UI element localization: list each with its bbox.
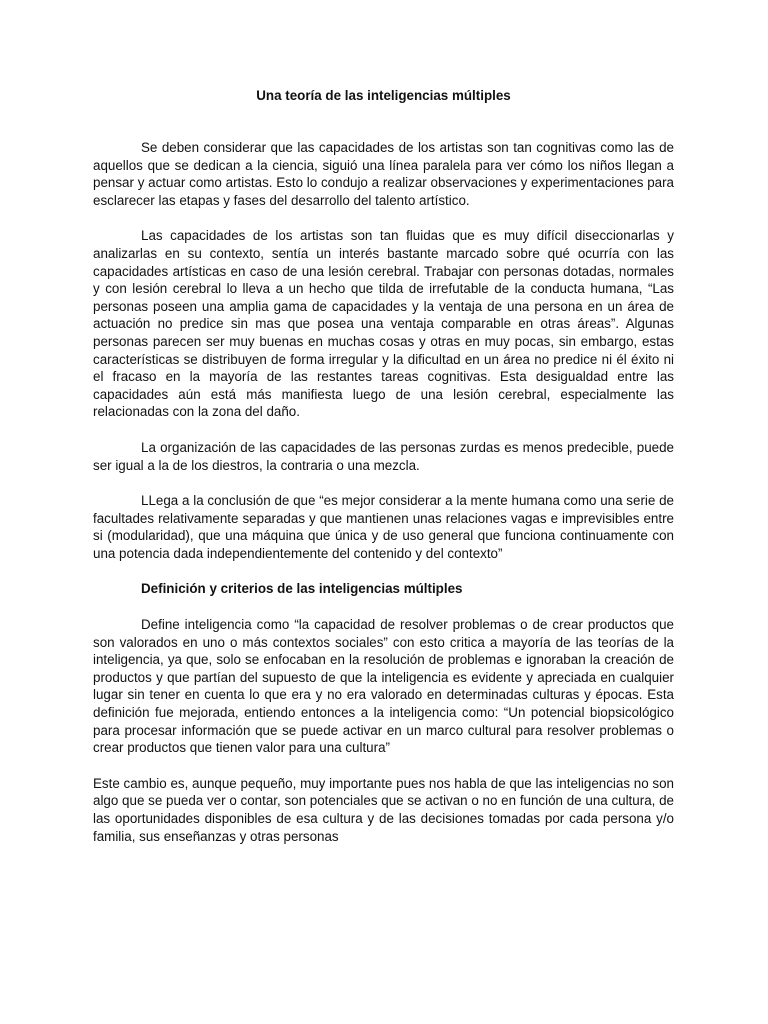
paragraph: Las capacidades de los artistas son tan fluidas que es muy difícil diseccionarlas y analizarlas en su contexto, sentía un interés bastante marcado sobre qué ocurría con las capacidades artísticas en caso de una lesión cerebral. Trabajar con personas dotadas, normales y con lesión cerebral lo lleva a un hecho que tilda de irrefutable de la conducta humana, “Las personas poseen una amplia gama de capacidades y la ventaja de una persona en un área de actuación no predice sin mas que posea una ventaja comparable en otras áreas”. Algunas personas parecen ser muy buenas en muchas cosas y otras en muy pocas, sin embargo, estas características se distribuyen de forma irregular y la dificultad en un área no predice ni él éxito ni el fracaso en la mayoría de las restantes tareas cognitivas. Esta desigualdad entre las capacidades aún está más manifiesta luego de una lesión cerebral, especialmente las relacionadas con la zona del daño. (93, 228, 674, 420)
section-heading: Definición y criterios de las inteligencias múltiples (141, 581, 463, 597)
paragraph: Se deben considerar que las capacidades de los artistas son tan cognitivas como las de aquellos que se dedican a la ciencia, siguió una línea paralela para ver cómo los niños llegan a pensar y actuar como artistas. Esto lo condujo a realizar observaciones y experimentaciones para esclarecer las etapas y fases del desarrollo del talento artístico. (93, 140, 674, 208)
document-body (93, 86, 674, 863)
paragraph: Este cambio es, aunque pequeño, muy importante pues nos habla de que las inteligencias no son algo que se pueda ver o contar, son potenciales que se activan o no en función de una cultura, de las oportunidades disponibles de esa cultura y de las decisiones tomadas por cada persona y/o familia, sus enseñanzas y otras personas (93, 775, 674, 844)
document-title: Una teoría de las inteligencias múltiples (256, 88, 511, 103)
paragraph: LLega a la conclusión de que “es mejor considerar a la mente humana como una serie de facultades relativamente separadas y que mantienen unas relaciones vagas e imprevisibles entre si (modularidad), que una máquina que única y de uso general que funciona continuamente con una potencia dada independientemente del contenido y del contexto” (93, 493, 674, 561)
paragraph: Define inteligencia como “la capacidad de resolver problemas o de crear productos que son valorados en uno o más contextos sociales” con esto critica a mayoría de las teorías de la inteligencia, ya que, solo se enfocaban en la resolución de problemas e ignoraban la creación de productos y que partían del supuesto de que la inteligencia es evidente y apreciada en cualquier lugar sin tener en cuenta lo que era y no era valorado en determinadas culturas y épocas. Esta definición fue mejorada, entiendo entonces a la inteligencia como: “Un potencial biopsicológico para procesar información que se puede activar en un marco cultural para resolver problemas o crear productos que tienen valor para una cultura” (93, 617, 674, 756)
paragraph: La organización de las capacidades de las personas zurdas es menos predecible, puede ser igual a la de los diestros, la contraria o una mezcla. (93, 439, 674, 473)
